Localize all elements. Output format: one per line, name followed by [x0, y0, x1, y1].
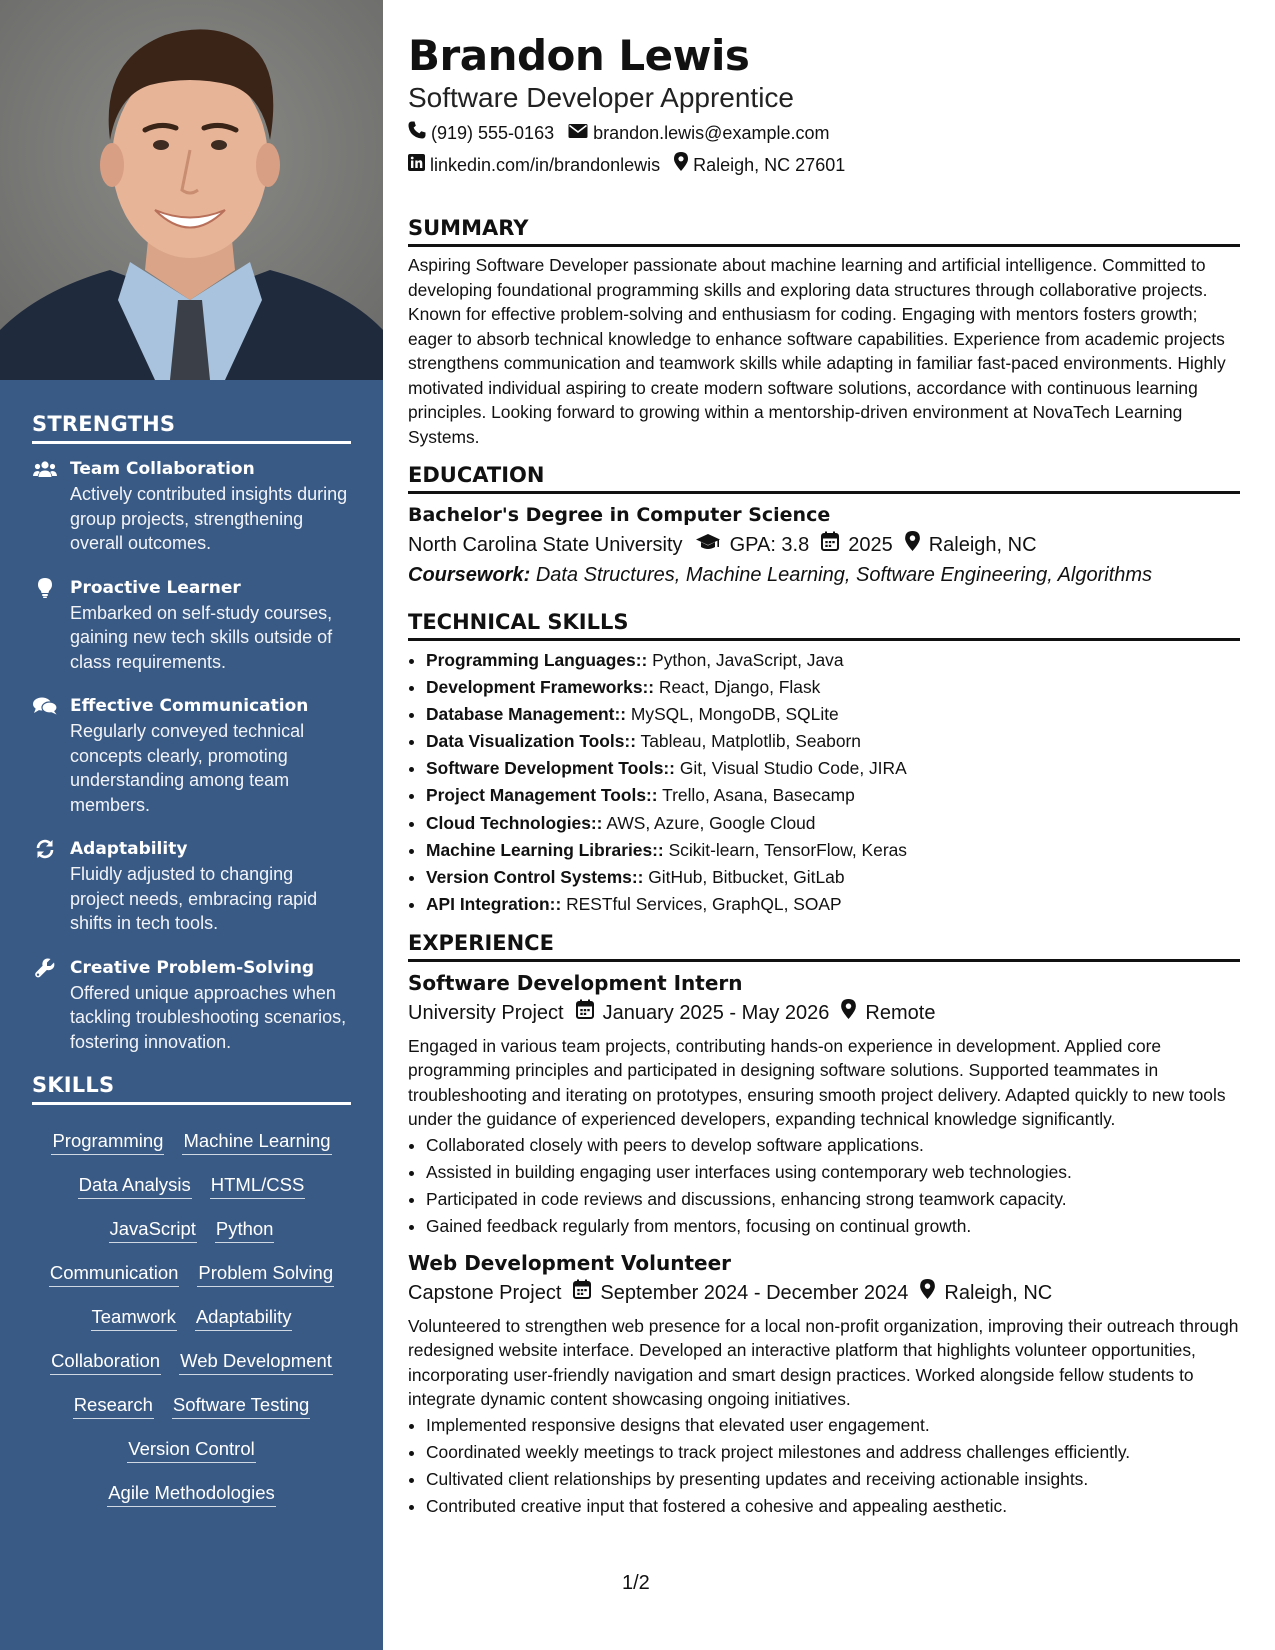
skill-tag: Version Control — [127, 1436, 255, 1463]
sidebar-content — [32, 412, 351, 1513]
lightbulb-icon — [32, 577, 58, 599]
skill-tag: Collaboration — [50, 1348, 161, 1375]
tech-skill-label: Project Management Tools:: — [426, 785, 658, 806]
edu-location-item — [905, 530, 1037, 560]
skill-tag: Python — [215, 1216, 275, 1243]
skill-tag: Problem Solving — [197, 1260, 334, 1287]
tech-skill-value: React, Django, Flask — [658, 677, 821, 698]
skill-tag: Teamwork — [91, 1304, 177, 1331]
summary-text: Aspiring Software Developer passionate about machine learning and artificial intelligence. Committed to developing foundational programming skills and exploring data structures through collaborative projects. Known for effective problem-solving and enthusiasm for coding. Engaging with mentors fosters growth; eager to absorb technical knowledge to enhance software capabilities. Experience from academic projects strengthens communication and teamwork skills while adapting in familiar fast-paced environments. Highly motivated individual aspiring to create modern software solutions, accordance with continuous learning principles. Looking forward to growing within a mentorship-driven environment at NovaTech Learning Systems. — [408, 255, 1226, 447]
tech-skill-value: Scikit-learn, TensorFlow, Keras — [668, 839, 907, 860]
skill-tag: Data Analysis — [78, 1172, 192, 1199]
technical-skills-list — [408, 647, 1240, 918]
job-bullets — [408, 1412, 1240, 1520]
tech-skill-item — [426, 864, 1240, 891]
strength-title: Proactive Learner — [70, 577, 241, 598]
main-content — [408, 30, 1240, 1520]
job-dates-item — [576, 998, 830, 1028]
linkedin-icon — [408, 149, 430, 181]
job-org: University Project — [408, 1001, 564, 1024]
tech-skill-item — [426, 728, 1240, 755]
tech-skill-item — [426, 647, 1240, 674]
users-icon — [32, 458, 58, 480]
experience-heading: EXPERIENCE — [408, 929, 1240, 962]
envelope-icon — [568, 117, 593, 149]
calendar-icon — [821, 530, 848, 560]
job-title: Web Development Volunteer — [408, 1250, 732, 1275]
map-pin-icon — [674, 149, 693, 181]
strength-description: Offered unique approaches when tackling troubleshooting scenarios, fostering innovation. — [70, 982, 347, 1052]
tech-skill-item — [426, 837, 1240, 864]
skill-tag: JavaScript — [109, 1216, 197, 1243]
tech-skill-label: Version Control Systems:: — [426, 866, 644, 887]
tech-skill-item — [426, 782, 1240, 809]
edu-location-text: Raleigh, NC — [928, 534, 1037, 556]
coursework-label: Coursework: — [408, 564, 531, 586]
job-dates: January 2025 - May 2026 — [602, 1001, 830, 1024]
calendar-icon — [576, 998, 603, 1028]
profile-photo — [0, 0, 383, 380]
job-location: Remote — [865, 1001, 936, 1024]
school-name: North Carolina State University — [408, 534, 683, 556]
page-number: 1/2 — [622, 1572, 650, 1594]
strength-title: Team Collaboration — [70, 459, 255, 479]
job-bullet: • Coordinated weekly meetings to track project milestones and address challenges efficiently. — [426, 1439, 1240, 1466]
technical-skills-heading: TECHNICAL SKILLS — [408, 608, 1240, 641]
linkedin-text[interactable]: linkedin.com/in/brandonlewis — [430, 155, 661, 175]
job-bullet: • Contributed creative input that fostered a cohesive and appealing aesthetic. — [426, 1493, 1240, 1520]
education-meta — [408, 530, 1240, 560]
job-description: Volunteered to strengthen web presence for a local non-profit organization, improving their outreach through redesigned website interface. Developed an interactive platform that highlights volunteer opportunities, incorporating user-friendly navigation and smart design practices. Worked alongside fellow students to integrate dynamic content showcasing ongoing initiatives. — [408, 1315, 1239, 1410]
skill-tag: Adaptability — [195, 1304, 293, 1331]
job-bullets — [408, 1132, 1240, 1240]
job-bullet: • Participated in code reviews and discussions, enhancing strong teamwork capacity. — [426, 1186, 1240, 1213]
tech-skill-label: Cloud Technologies:: — [426, 812, 603, 833]
skills-list — [32, 1117, 351, 1513]
graduation-cap-icon — [695, 530, 730, 560]
skill-tag: HTML/CSS — [210, 1172, 306, 1199]
location-contact — [674, 149, 845, 181]
job-bullet: • Cultivated client relationships by presenting updates and receiving actionable insights. — [426, 1466, 1240, 1493]
tech-skill-label: Machine Learning Libraries:: — [426, 839, 664, 860]
summary-heading: SUMMARY — [408, 214, 1240, 247]
strength-item — [32, 575, 351, 675]
strength-description: Regularly conveyed technical concepts clearly, promoting understanding among team members. — [70, 721, 305, 815]
job-location-item — [841, 998, 935, 1028]
tech-skill-item — [426, 701, 1240, 728]
phone-icon — [408, 117, 431, 149]
email-contact[interactable] — [568, 117, 829, 149]
sync-icon — [32, 838, 58, 860]
job-location: Raleigh, NC — [944, 1281, 1053, 1304]
tech-skill-label: Database Management:: — [426, 704, 627, 725]
skill-tag: Software Testing — [172, 1392, 310, 1419]
phone-contact — [408, 117, 554, 149]
sidebar — [0, 0, 383, 1650]
tech-skill-label: Data Visualization Tools:: — [426, 731, 637, 752]
tech-skill-value: Python, JavaScript, Java — [652, 650, 844, 670]
candidate-name: Brandon Lewis — [408, 31, 750, 80]
tech-skill-item — [426, 810, 1240, 837]
candidate-title: Software Developer Apprentice — [408, 82, 794, 113]
tech-skill-value: Git, Visual Studio Code, JIRA — [679, 758, 907, 779]
gpa-item — [695, 530, 810, 560]
skill-tag: Web Development — [179, 1348, 333, 1375]
tech-skill-label: Programming Languages:: — [426, 650, 648, 670]
strengths-heading: STRENGTHS — [32, 412, 351, 444]
skill-tag: Research — [73, 1392, 154, 1419]
skills-heading: SKILLS — [32, 1073, 351, 1105]
year-item — [821, 530, 893, 560]
job-meta — [408, 998, 1240, 1028]
contact-row — [408, 149, 1240, 181]
tech-skill-item — [426, 674, 1240, 701]
linkedin-contact[interactable] — [408, 149, 660, 181]
calendar-icon — [573, 1278, 600, 1308]
phone-text: (919) 555-0163 — [431, 123, 555, 143]
tech-skill-value: GitHub, Bitbucket, GitLab — [648, 866, 845, 887]
skill-tag: Machine Learning — [182, 1128, 331, 1155]
skill-tag: Communication — [49, 1260, 180, 1287]
tech-skill-value: AWS, Azure, Google Cloud — [606, 812, 816, 833]
job-org: Capstone Project — [408, 1281, 562, 1304]
job-meta — [408, 1278, 1240, 1308]
tech-skill-value: RESTful Services, GraphQL, SOAP — [566, 893, 842, 914]
job-bullet: • Collaborated closely with peers to develop software applications. — [426, 1132, 1240, 1159]
skill-tag: Programming — [51, 1128, 164, 1155]
strength-item — [32, 836, 351, 936]
job-bullet: • Implemented responsive designs that elevated user engagement. — [426, 1412, 1240, 1439]
job-bullet: • Gained feedback regularly from mentors, focusing on continual growth. — [426, 1213, 1240, 1240]
contact-row — [408, 117, 1240, 149]
map-pin-icon — [841, 998, 865, 1028]
map-pin-icon — [920, 1278, 944, 1308]
tech-skill-value: Trello, Asana, Basecamp — [662, 785, 855, 806]
strength-item — [32, 955, 351, 1055]
strength-title: Creative Problem-Solving — [70, 957, 315, 978]
strength-title: Adaptability — [70, 839, 188, 859]
tech-skill-item — [426, 755, 1240, 782]
map-pin-icon — [905, 530, 929, 560]
tech-skill-label: Software Development Tools:: — [426, 758, 675, 779]
comments-icon — [32, 695, 58, 717]
email-text[interactable]: brandon.lewis@example.com — [593, 123, 830, 143]
job-description: Engaged in various team projects, contributing hands-on experience in development. Applied core programming principles and participated in designing software solutions. Supported teammates in troubleshooting and iterating on prototypes, ensuring smooth project delivery. Adapted quickly to new tools under the guidance of experienced developers, expanding technical knowledge significantly. — [408, 1035, 1226, 1130]
degree-title: Bachelor's Degree in Computer Science — [408, 504, 831, 526]
strength-item — [32, 456, 351, 556]
strength-description: Actively contributed insights during group projects, strengthening overall outcomes. — [70, 484, 348, 553]
job-location-item — [920, 1278, 1052, 1308]
location-text: Raleigh, NC 27601 — [693, 155, 846, 175]
job-dates-item — [573, 1278, 908, 1308]
strength-title: Effective Communication — [70, 696, 309, 716]
wrench-icon — [32, 957, 58, 979]
job-title: Software Development Intern — [408, 970, 743, 995]
strength-description: Fluidly adjusted to changing project needs, embracing rapid shifts in tech tools. — [70, 864, 318, 933]
job-bullet: • Assisted in building engaging user interfaces using contemporary web technologies. — [426, 1159, 1240, 1186]
tech-skill-label: API Integration:: — [426, 893, 562, 914]
tech-skill-value: Tableau, Matplotlib, Seaborn — [640, 731, 861, 752]
coursework-text: Data Structures, Machine Learning, Software Engineering, Algorithms — [535, 564, 1153, 586]
gpa-text: GPA: 3.8 — [729, 534, 810, 556]
tech-skill-label: Development Frameworks:: — [426, 677, 655, 698]
skill-tag: Agile Methodologies — [107, 1480, 276, 1507]
strength-description: Embarked on self-study courses, gaining new tech skills outside of class requirements. — [70, 602, 333, 672]
tech-skill-value: MySQL, MongoDB, SQLite — [630, 704, 839, 725]
coursework — [408, 560, 1240, 590]
tech-skill-item — [426, 891, 1240, 918]
strength-item — [32, 693, 351, 817]
job-dates: September 2024 - December 2024 — [600, 1281, 909, 1304]
year-text: 2025 — [848, 534, 893, 556]
education-heading: EDUCATION — [408, 461, 1240, 494]
